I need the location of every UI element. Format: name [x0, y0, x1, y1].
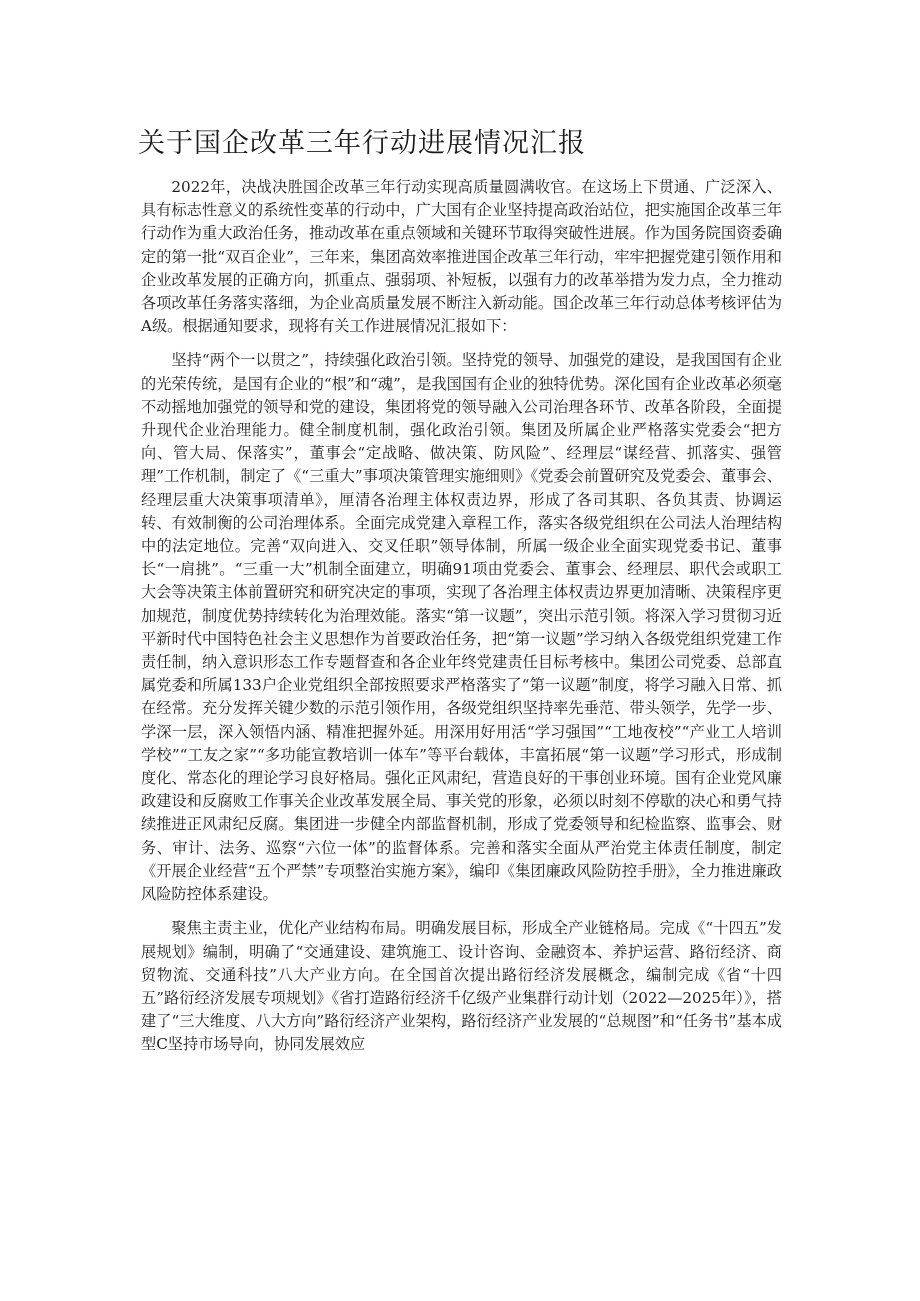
paragraph-industry-structure: 聚焦主责主业，优化产业结构布局。明确发展目标，形成全产业链格局。完成《“十四五”发展规划》编制，明确了“交通建设、建筑施工、设计咨询、金融资本、养护运营、路衍经济、商贸物流、交通科技”八大产业方向。在全国首次提出路衍经济发展概念，编制完成《省“十四五”路衍经济发展专项规划》《省打造路衍经济千亿级产业集群行动计划（2022—2025年）》，搭建了“三大维度、八大方向”路衍经济产业架构，路衍经济产业发展的“总规图”和“任务书”基本成型C坚持市场导向，协同发展效应 [141, 919, 782, 1054]
document-body [141, 176, 782, 1068]
paragraph-intro: 2022年，决战决胜国企改革三年行动实现高质量圆满收官。在这场上下贯通、广泛深入、具有标志性意义的系统性变革的行动中，广大国有企业坚持提高政治站位，把实施国企改革三年行动作为重大政治任务，推动改革在重点领域和关键环节取得突破性进展。作为国务院国资委确定的第一批“双百企业”，三年来，集团高效率推进国企改革三年行动，牢牢把握党建引领作用和企业改革发展的正确方向，抓重点、强弱项、补短板，以强有力的改革举措为发力点，全力推动各项改革任务落实落细，为企业高质量发展不断注入新动能。国企改革三年行动总体考核评估为A级。根据通知要求，现将有关工作进展情况汇报如下： [141, 178, 782, 336]
document-title: 关于国企改革三年行动进展情况汇报 [138, 128, 586, 159]
paragraph-political-leadership: 坚持“两个一以贯之”，持续强化政治引领。坚持党的领导、加强党的建设，是我国国有企业的光荣传统，是国有企业的“根”和“魂”，是我国国有企业的独特优势。深化国有企业改革必须毫不动摇地加强党的领导和党的建设，集团将党的领导融入公司治理各环节、改革各阶段，全面提升现代企业治理能力。健全制度机制，强化政治引领。集团及所属企业严格落实党委会“把方向、管大局、保落实”，董事会“定战略、做决策、防风险”、经理层“谋经营、抓落实、强管理”工作机制，制定了《“三重大”事项决策管理实施细则》《党委会前置研究及党委会、董事会、经理层重大决策事项清单》，厘清各治理主体权责边界，形成了各司其职、各负其责、协调运转、有效制衡的公司治理体系。全面完成党建入章程工作，落实各级党组织在公司法人治理结构中的法定地位。完善“双向进入、交叉任职”领导体制，所属一级企业全面实现党委书记、董事长“一肩挑”。“三重一大”机制全面建立，明确91项由党委会、董事会、经理层、职代会或职工大会等决策主体前置研究和研究决定的事项，实现了各治理主体权责边界更加清晰、决策程序更加规范，制度优势持续转化为治理效能。落实“第一议题”，突出示范引领。将深入学习贯彻习近平新时代中国特色社会主义思想作为首要政治任务，把“第一议题”学习纳入各级党组织党建工作责任制，纳入意识形态工作专题督查和各企业年终党建责任目标考核中。集团公司党委、总部直属党委和所属133户企业党组织全部按照要求严格落实了“第一议题”制度，将学习融入日常、抓在经常。充分发挥关键少数的示范引领作用，各级党组织坚持率先垂范、带头领学，先学一步、学深一层，深入领悟内涵、精准把握外延。用深用好用活“学习强国”“工地夜校”“产业工人培训学校”“工友之家”“多功能宣教培训一体车”等平台载体，丰富拓展“第一议题”学习形式，形成制度化、常态化的理论学习良好格局。强化正风肃纪，营造良好的干事创业环境。国有企业党风廉政建设和反腐败工作事关企业改革发展全局、事关党的形象，必须以时刻不停歇的决心和勇气持续推进正风肃纪反腐。集团进一步健全内部监督机制，形成了党委领导和纪检监察、监事会、财务、审计、法务、巡察“六位一体”的监督体系。完善和落实全面从严治党主体责任制度，制定《开展企业经营“五个严禁”专项整治实施方案》，编印《集团廉政风险防控手册》，全力推进廉政风险防控体系建设。 [141, 351, 782, 904]
